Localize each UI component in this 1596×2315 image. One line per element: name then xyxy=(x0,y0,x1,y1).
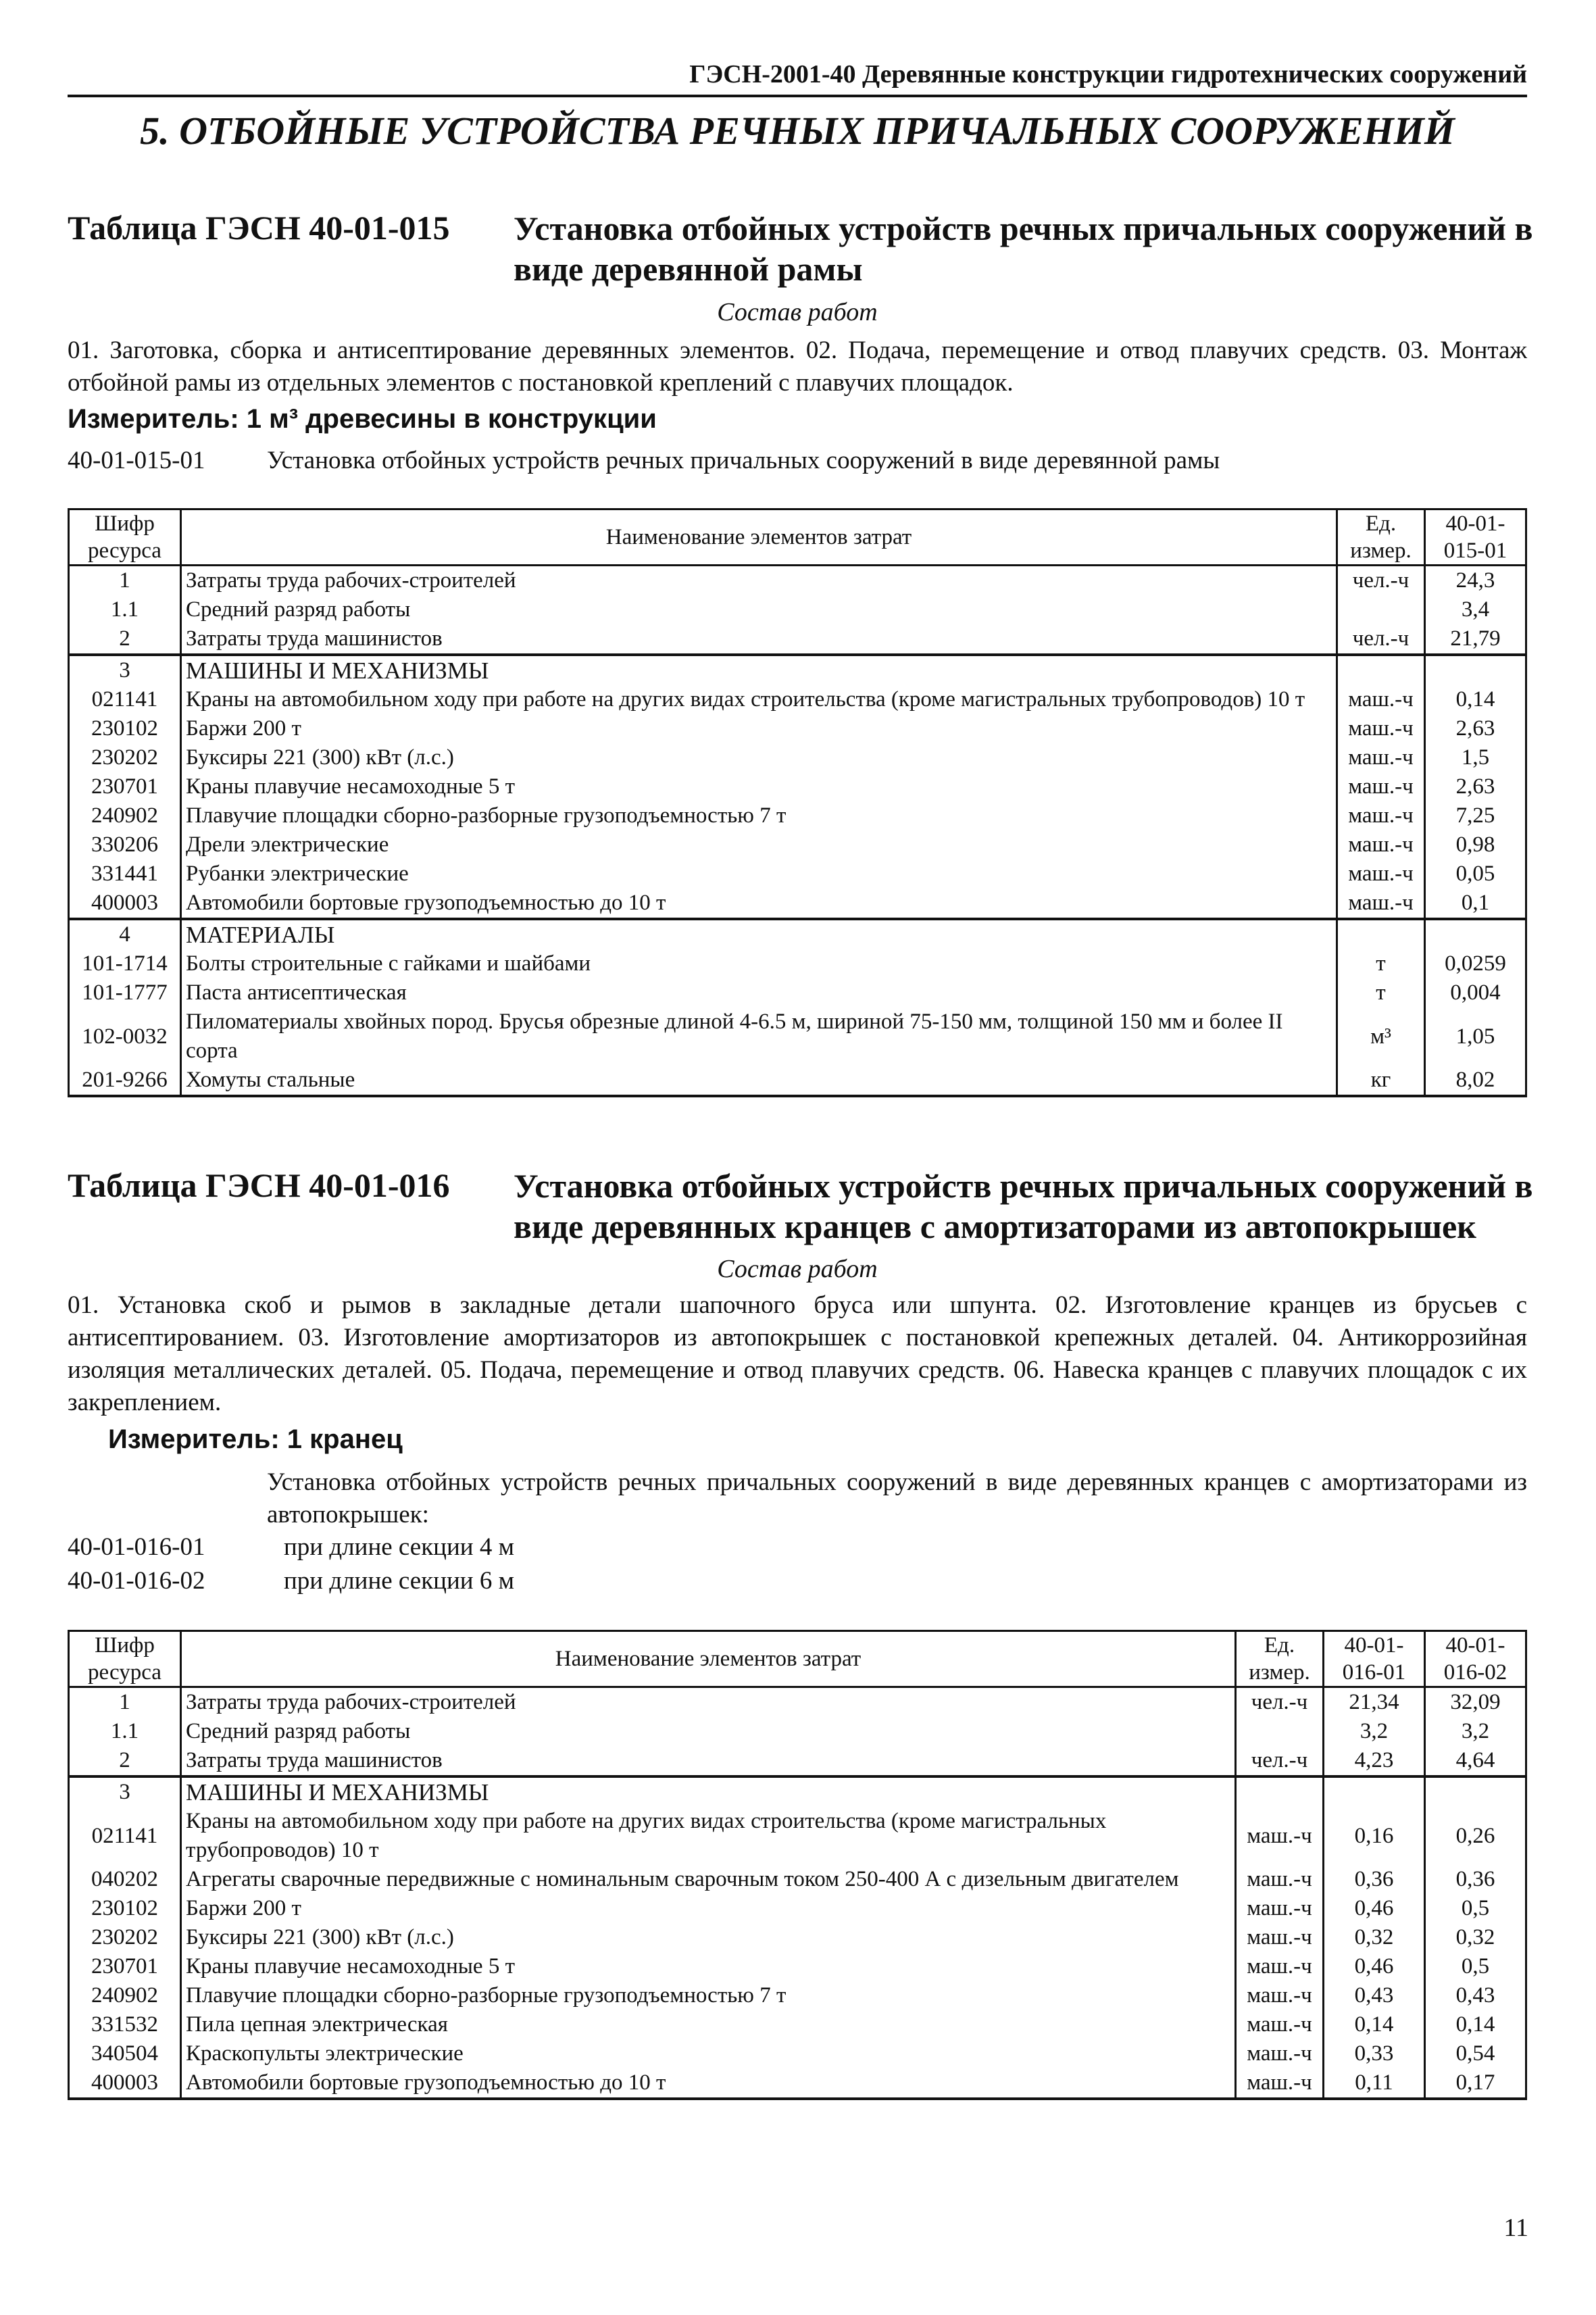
t2-col-unit: Ед. измер. xyxy=(1236,1631,1324,1687)
table-row xyxy=(69,772,1526,801)
cell-unit: маш.-ч xyxy=(1236,1952,1324,1981)
cell-v1: 0,004 xyxy=(1425,978,1526,1007)
table2-title: Установка отбойных устройств речных причальных сооружений в виде деревянных кранцев с амортизаторами из автопокрышек xyxy=(514,1167,1533,1245)
table-row xyxy=(69,1687,1526,1718)
table1-title: Установка отбойных устройств речных причальных сооружений в виде деревянной рамы xyxy=(514,209,1533,288)
cell-v1: 0,14 xyxy=(1425,685,1526,714)
t2-col-v2: 40-01-016-02 xyxy=(1425,1631,1526,1687)
t1-col-code: Шифр ресурса xyxy=(69,509,181,566)
cell-name: Затраты труда рабочих-строителей xyxy=(181,1687,1236,1718)
cell-code: 230202 xyxy=(69,743,181,772)
cell-code: 040202 xyxy=(69,1865,181,1894)
table1-norm-desc: Установка отбойных устройств речных причальных сооружений в виде деревянной рамы xyxy=(267,447,1220,474)
table-row xyxy=(69,655,1526,685)
cell-code: 230202 xyxy=(69,1923,181,1952)
cell-unit: маш.-ч xyxy=(1236,2010,1324,2039)
cell-v1: 0,1 xyxy=(1425,889,1526,919)
cell-name: Краны плавучие несамоходные 5 т xyxy=(181,1952,1236,1981)
cell-v1: 8,02 xyxy=(1425,1066,1526,1096)
cell-code: 240902 xyxy=(69,801,181,830)
table-row xyxy=(69,2010,1526,2039)
table1-label: Таблица ГЭСН 40-01-015 xyxy=(68,209,450,247)
table-row xyxy=(69,595,1526,624)
cell-v1: 4,23 xyxy=(1324,1746,1425,1776)
t1-col-unit: Ед. измер. xyxy=(1337,509,1425,566)
cell-v2: 0,43 xyxy=(1425,1981,1526,2010)
cell-unit xyxy=(1236,1717,1324,1746)
cell-code: 201-9266 xyxy=(69,1066,181,1096)
cell-v2: 0,26 xyxy=(1425,1807,1526,1865)
table1 xyxy=(68,508,1527,1097)
table2-measure: Измеритель: 1 кранец xyxy=(108,1424,403,1454)
cell-unit: чел.-ч xyxy=(1236,1746,1324,1776)
cell-v2 xyxy=(1425,1776,1526,1807)
cell-v1: 21,34 xyxy=(1324,1687,1425,1718)
cell-v2: 0,14 xyxy=(1425,2010,1526,2039)
table2-label: Таблица ГЭСН 40-01-016 xyxy=(68,1166,450,1204)
cell-name: Затраты труда машинистов xyxy=(181,1746,1236,1776)
table2-norm-code-2: 40-01-016-02 xyxy=(68,1567,205,1595)
t2-col-name: Наименование элементов затрат xyxy=(181,1631,1236,1687)
cell-code: 1.1 xyxy=(69,1717,181,1746)
cell-unit: т xyxy=(1337,949,1425,978)
cell-name: Буксиры 221 (300) кВт (л.с.) xyxy=(181,1923,1236,1952)
cell-name: Средний разряд работы xyxy=(181,1717,1236,1746)
cell-v1: 3,2 xyxy=(1324,1717,1425,1746)
table2-norm-code-1: 40-01-016-01 xyxy=(68,1533,205,1561)
cell-unit: маш.-ч xyxy=(1236,1981,1324,2010)
cell-v1: 21,79 xyxy=(1425,624,1526,655)
table-row xyxy=(69,714,1526,743)
cell-name: Краскопульты электрические xyxy=(181,2039,1236,2068)
table-row xyxy=(69,978,1526,1007)
cell-name: Буксиры 221 (300) кВт (л.с.) xyxy=(181,743,1337,772)
table-row xyxy=(69,1776,1526,1807)
cell-v1: 0,05 xyxy=(1425,860,1526,889)
cell-v1: 0,46 xyxy=(1324,1894,1425,1923)
table-row xyxy=(69,830,1526,860)
cell-code: 1 xyxy=(69,566,181,596)
cell-code: 230701 xyxy=(69,772,181,801)
cell-name: Краны на автомобильном ходу при работе на других видах строительства (кроме магистральных трубопроводов) 10 т xyxy=(181,1807,1236,1865)
cell-name: Пиломатериалы хвойных пород. Брусья обрезные длиной 4-6.5 м, шириной 75-150 мм, толщиной 150 мм и более II сорта xyxy=(181,1007,1337,1066)
header-rule xyxy=(68,95,1527,97)
table-row xyxy=(69,1807,1526,1865)
cell-name: Хомуты стальные xyxy=(181,1066,1337,1096)
cell-unit: м³ xyxy=(1337,1007,1425,1066)
cell-unit xyxy=(1337,595,1425,624)
cell-unit: маш.-ч xyxy=(1236,1807,1324,1865)
cell-v2: 0,5 xyxy=(1425,1894,1526,1923)
cell-v1: 0,32 xyxy=(1324,1923,1425,1952)
cell-unit: маш.-ч xyxy=(1337,889,1425,919)
cell-v1: 0,46 xyxy=(1324,1952,1425,1981)
cell-code: 331532 xyxy=(69,2010,181,2039)
table-row xyxy=(69,1894,1526,1923)
table2-works: 01. Установка скоб и рымов в закладные детали шапочного бруса или шпунта. 02. Изготовление кранцев из брусьев с антисептированием. 03. Изготовление амортизаторов из автопокрышек с постановкой крепежных деталей. 04. Антикоррозийная изоляция металлических деталей. 05. Подача, перемещение и отвод плавучих средств. 06. Навеска кранцев с плавучих площадок с их закреплением. xyxy=(68,1291,1527,1416)
cell-v1: 2,63 xyxy=(1425,714,1526,743)
cell-code: 4 xyxy=(69,919,181,949)
cell-unit: маш.-ч xyxy=(1236,1894,1324,1923)
cell-name: Затраты труда рабочих-строителей xyxy=(181,566,1337,596)
table-row xyxy=(69,1746,1526,1776)
table-row xyxy=(69,1717,1526,1746)
cell-unit: маш.-ч xyxy=(1236,1865,1324,1894)
cell-name: Средний разряд работы xyxy=(181,595,1337,624)
cell-code: 3 xyxy=(69,655,181,685)
t1-col-name: Наименование элементов затрат xyxy=(181,509,1337,566)
cell-v1: 2,63 xyxy=(1425,772,1526,801)
cell-name: МАШИНЫ И МЕХАНИЗМЫ xyxy=(181,655,1337,685)
cell-name: Краны на автомобильном ходу при работе на других видах строительства (кроме магистральных трубопроводов) 10 т xyxy=(181,685,1337,714)
cell-unit xyxy=(1236,1776,1324,1807)
cell-v2: 32,09 xyxy=(1425,1687,1526,1718)
cell-unit: маш.-ч xyxy=(1337,772,1425,801)
cell-code: 331441 xyxy=(69,860,181,889)
table2-norm-desc-2: при длине секции 6 м xyxy=(284,1567,515,1595)
cell-name: Плавучие площадки сборно-разборные грузоподъемностью 7 т xyxy=(181,801,1337,830)
cell-code: 240902 xyxy=(69,1981,181,2010)
table-row xyxy=(69,624,1526,655)
table2 xyxy=(68,1630,1527,2100)
cell-unit xyxy=(1337,919,1425,949)
cell-v2: 3,2 xyxy=(1425,1717,1526,1746)
cell-v2: 0,32 xyxy=(1425,1923,1526,1952)
cell-v1 xyxy=(1425,655,1526,685)
cell-name: Болты строительные с гайками и шайбами xyxy=(181,949,1337,978)
cell-name: Паста антисептическая xyxy=(181,978,1337,1007)
cell-v1: 7,25 xyxy=(1425,801,1526,830)
cell-code: 400003 xyxy=(69,889,181,919)
cell-v2: 0,36 xyxy=(1425,1865,1526,1894)
cell-unit: маш.-ч xyxy=(1337,714,1425,743)
cell-v1: 0,0259 xyxy=(1425,949,1526,978)
cell-v1: 3,4 xyxy=(1425,595,1526,624)
cell-v1: 0,14 xyxy=(1324,2010,1425,2039)
cell-v1: 0,11 xyxy=(1324,2068,1425,2099)
cell-v1: 1,5 xyxy=(1425,743,1526,772)
cell-name: Пила цепная электрическая xyxy=(181,2010,1236,2039)
cell-v1: 0,33 xyxy=(1324,2039,1425,2068)
t2-col-v1: 40-01-016-01 xyxy=(1324,1631,1425,1687)
cell-code: 1 xyxy=(69,1687,181,1718)
cell-name: Баржи 200 т xyxy=(181,1894,1236,1923)
cell-v2: 0,54 xyxy=(1425,2039,1526,2068)
table1-measure: Измеритель: 1 м³ древесины в конструкции xyxy=(68,404,657,434)
cell-code: 400003 xyxy=(69,2068,181,2099)
cell-v1 xyxy=(1324,1776,1425,1807)
cell-v1: 1,05 xyxy=(1425,1007,1526,1066)
table-row xyxy=(69,2039,1526,2068)
cell-code: 021141 xyxy=(69,685,181,714)
cell-name: МАТЕРИАЛЫ xyxy=(181,919,1337,949)
cell-name: Краны плавучие несамоходные 5 т xyxy=(181,772,1337,801)
cell-v1: 0,36 xyxy=(1324,1865,1425,1894)
table-row xyxy=(69,566,1526,596)
table-row xyxy=(69,801,1526,830)
t2-col-code: Шифр ресурса xyxy=(69,1631,181,1687)
cell-unit: маш.-ч xyxy=(1337,860,1425,889)
cell-unit: маш.-ч xyxy=(1236,2068,1324,2099)
table-row xyxy=(69,1981,1526,2010)
cell-unit: маш.-ч xyxy=(1236,1923,1324,1952)
table2-norm-intro: Установка отбойных устройств речных причальных сооружений в виде деревянных кранцев с амортизаторами из автопокрышек: xyxy=(267,1468,1527,1528)
table2-sostav: Состав работ xyxy=(717,1255,878,1283)
cell-code: 021141 xyxy=(69,1807,181,1865)
cell-v1 xyxy=(1425,919,1526,949)
cell-unit: маш.-ч xyxy=(1337,685,1425,714)
cell-unit xyxy=(1337,655,1425,685)
table-row xyxy=(69,919,1526,949)
cell-unit: маш.-ч xyxy=(1337,801,1425,830)
cell-name: Плавучие площадки сборно-разборные грузоподъемностью 7 т xyxy=(181,1981,1236,2010)
cell-code: 340504 xyxy=(69,2039,181,2068)
cell-unit: чел.-ч xyxy=(1337,624,1425,655)
table1-norm-code: 40-01-015-01 xyxy=(68,447,205,474)
table-row xyxy=(69,743,1526,772)
table-row xyxy=(69,949,1526,978)
cell-unit: чел.-ч xyxy=(1236,1687,1324,1718)
table-row xyxy=(69,2068,1526,2099)
table-row xyxy=(69,860,1526,889)
table-row xyxy=(69,1066,1526,1096)
cell-name: Автомобили бортовые грузоподъемностью до 10 т xyxy=(181,2068,1236,2099)
cell-name: Дрели электрические xyxy=(181,830,1337,860)
cell-name: Агрегаты сварочные передвижные с номинальным сварочным током 250-400 А с дизельным двигателем xyxy=(181,1865,1236,1894)
table-row xyxy=(69,1865,1526,1894)
cell-name: Рубанки электрические xyxy=(181,860,1337,889)
cell-unit: кг xyxy=(1337,1066,1425,1096)
table1-works: 01. Заготовка, сборка и антисептирование деревянных элементов. 02. Подача, перемещение и отвод плавучих средств. 03. Монтаж отбойной рамы из отдельных элементов с постановкой креплений с плавучих площадок. xyxy=(68,337,1527,397)
cell-name: МАШИНЫ И МЕХАНИЗМЫ xyxy=(181,1776,1236,1807)
cell-v1: 0,98 xyxy=(1425,830,1526,860)
cell-v2: 4,64 xyxy=(1425,1746,1526,1776)
cell-code: 230102 xyxy=(69,714,181,743)
cell-v1: 0,43 xyxy=(1324,1981,1425,2010)
cell-code: 101-1714 xyxy=(69,949,181,978)
cell-code: 102-0032 xyxy=(69,1007,181,1066)
table-row xyxy=(69,1952,1526,1981)
cell-unit: чел.-ч xyxy=(1337,566,1425,596)
cell-code: 2 xyxy=(69,624,181,655)
table-row xyxy=(69,889,1526,919)
cell-code: 3 xyxy=(69,1776,181,1807)
cell-code: 1.1 xyxy=(69,595,181,624)
table1-sostav: Состав работ xyxy=(717,298,878,326)
cell-unit: т xyxy=(1337,978,1425,1007)
cell-v2: 0,17 xyxy=(1425,2068,1526,2099)
cell-v1: 0,16 xyxy=(1324,1807,1425,1865)
cell-code: 330206 xyxy=(69,830,181,860)
t1-col-v1: 40-01-015-01 xyxy=(1425,509,1526,566)
cell-unit: маш.-ч xyxy=(1337,743,1425,772)
cell-name: Автомобили бортовые грузоподъемностью до 10 т xyxy=(181,889,1337,919)
table-row xyxy=(69,1923,1526,1952)
table2-norm-desc-1: при длине секции 4 м xyxy=(284,1533,515,1561)
cell-code: 230102 xyxy=(69,1894,181,1923)
cell-unit: маш.-ч xyxy=(1337,830,1425,860)
cell-unit: маш.-ч xyxy=(1236,2039,1324,2068)
running-header: ГЭСН-2001-40 Деревянные конструкции гидротехнических сооружений xyxy=(689,60,1527,89)
table-row xyxy=(69,685,1526,714)
cell-code: 230701 xyxy=(69,1952,181,1981)
table-row xyxy=(69,1007,1526,1066)
cell-v1: 24,3 xyxy=(1425,566,1526,596)
cell-name: Затраты труда машинистов xyxy=(181,624,1337,655)
cell-code: 2 xyxy=(69,1746,181,1776)
page-number: 11 xyxy=(1503,2214,1528,2242)
cell-v2: 0,5 xyxy=(1425,1952,1526,1981)
cell-name: Баржи 200 т xyxy=(181,714,1337,743)
section-title: 5. ОТБОЙНЫЕ УСТРОЙСТВА РЕЧНЫХ ПРИЧАЛЬНЫХ СООРУЖЕНИЙ xyxy=(140,109,1455,153)
cell-code: 101-1777 xyxy=(69,978,181,1007)
